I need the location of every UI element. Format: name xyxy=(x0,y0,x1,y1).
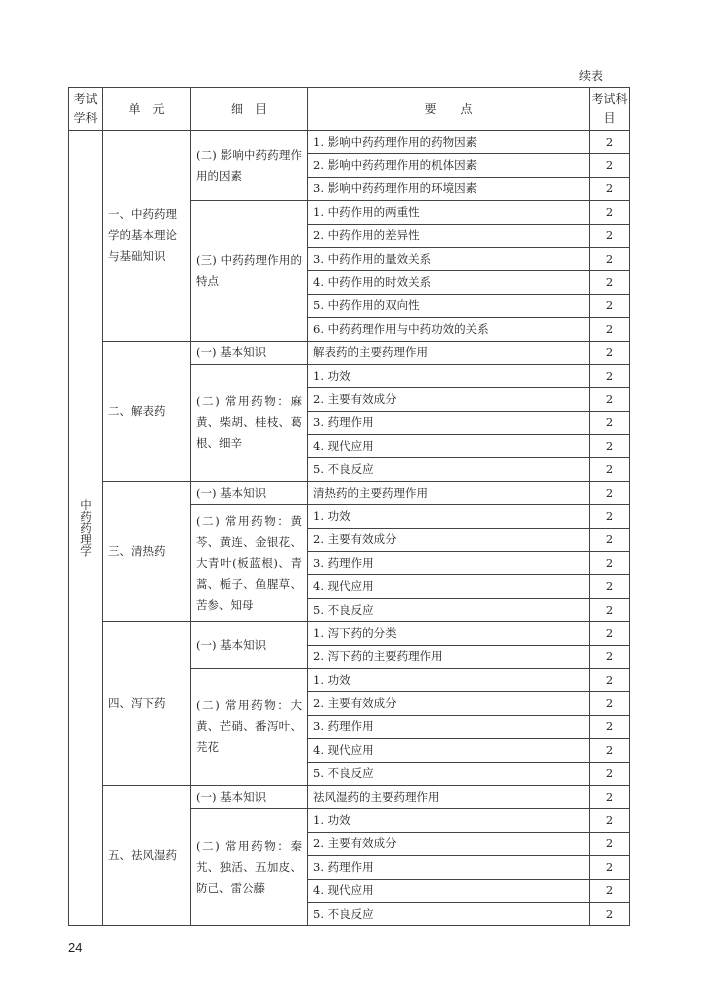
point-cell: 2. 影响中药药理作用的机体因素 xyxy=(308,154,590,177)
point-cell: 4. 现代应用 xyxy=(308,879,590,902)
point-cell: 3. 影响中药药理作用的环境因素 xyxy=(308,177,590,200)
subject-cell: 中药药理学 xyxy=(69,131,103,926)
score-cell: 2 xyxy=(590,318,630,341)
header-subject: 考试学科 xyxy=(69,88,103,131)
point-cell: 解表药的主要药理作用 xyxy=(308,341,590,364)
point-cell: 2. 中药作用的差异性 xyxy=(308,224,590,247)
score-cell: 2 xyxy=(590,879,630,902)
point-cell: 3. 药理作用 xyxy=(308,715,590,738)
score-cell: 2 xyxy=(590,692,630,715)
point-cell: 2. 主要有效成分 xyxy=(308,528,590,551)
score-cell: 2 xyxy=(590,154,630,177)
score-cell: 2 xyxy=(590,598,630,621)
point-cell: 4. 现代应用 xyxy=(308,575,590,598)
header-points: 要 点 xyxy=(308,88,590,131)
table-row xyxy=(69,131,630,154)
unit-cell: 四、泻下药 xyxy=(103,622,191,786)
point-cell: 3. 药理作用 xyxy=(308,552,590,575)
score-cell: 2 xyxy=(590,739,630,762)
score-cell: 2 xyxy=(590,177,630,200)
page-number: 24 xyxy=(68,940,83,955)
point-cell: 1. 功效 xyxy=(308,505,590,528)
table-row xyxy=(69,622,630,645)
point-cell: 5. 不良反应 xyxy=(308,762,590,785)
point-cell: 1. 中药作用的两重性 xyxy=(308,201,590,224)
point-cell: 1. 泻下药的分类 xyxy=(308,622,590,645)
point-cell: 2. 泻下药的主要药理作用 xyxy=(308,645,590,668)
unit-cell: 一、中药药理学的基本理论与基础知识 xyxy=(103,131,191,342)
table-row xyxy=(69,481,630,504)
score-cell: 2 xyxy=(590,528,630,551)
point-cell: 清热药的主要药理作用 xyxy=(308,481,590,504)
detail-cell: (二) 常用药物：秦艽、独活、五加皮、防己、雷公藤 xyxy=(191,809,308,926)
point-cell: 4. 中药作用的时效关系 xyxy=(308,271,590,294)
score-cell: 2 xyxy=(590,131,630,154)
detail-cell: (一) 基本知识 xyxy=(191,622,308,669)
score-cell: 2 xyxy=(590,341,630,364)
score-cell: 2 xyxy=(590,224,630,247)
syllabus-table xyxy=(68,87,630,926)
header-detail: 细 目 xyxy=(191,88,308,131)
detail-cell: (二) 常用药物：大黄、芒硝、番泻叶、芫花 xyxy=(191,668,308,785)
score-cell: 2 xyxy=(590,411,630,434)
point-cell: 3. 药理作用 xyxy=(308,856,590,879)
continued-label: 续表 xyxy=(579,69,604,83)
score-cell: 2 xyxy=(590,668,630,691)
point-cell: 4. 现代应用 xyxy=(308,739,590,762)
table-row xyxy=(69,341,630,364)
point-cell: 1. 功效 xyxy=(308,809,590,832)
table-row xyxy=(69,785,630,808)
point-cell: 2. 主要有效成分 xyxy=(308,692,590,715)
header-exam: 考试科目 xyxy=(590,88,630,131)
unit-cell: 五、祛风湿药 xyxy=(103,785,191,925)
detail-cell: (三) 中药药理作用的特点 xyxy=(191,201,308,341)
score-cell: 2 xyxy=(590,481,630,504)
point-cell: 5. 不良反应 xyxy=(308,598,590,621)
point-cell: 1. 影响中药药理作用的药物因素 xyxy=(308,131,590,154)
point-cell: 3. 中药作用的量效关系 xyxy=(308,247,590,270)
point-cell: 2. 主要有效成分 xyxy=(308,832,590,855)
point-cell: 5. 不良反应 xyxy=(308,458,590,481)
score-cell: 2 xyxy=(590,856,630,879)
score-cell: 2 xyxy=(590,645,630,668)
score-cell: 2 xyxy=(590,435,630,458)
score-cell: 2 xyxy=(590,715,630,738)
unit-cell: 三、清热药 xyxy=(103,481,191,621)
score-cell: 2 xyxy=(590,622,630,645)
point-cell: 5. 中药作用的双向性 xyxy=(308,294,590,317)
score-cell: 2 xyxy=(590,458,630,481)
score-cell: 2 xyxy=(590,505,630,528)
table-body xyxy=(69,131,630,926)
detail-cell: (一) 基本知识 xyxy=(191,785,308,808)
score-cell: 2 xyxy=(590,201,630,224)
unit-cell: 二、解表药 xyxy=(103,341,191,481)
score-cell: 2 xyxy=(590,809,630,832)
detail-cell: (二) 影响中药药理作用的因素 xyxy=(191,131,308,201)
table-header xyxy=(69,88,630,131)
detail-cell: (一) 基本知识 xyxy=(191,481,308,504)
score-cell: 2 xyxy=(590,902,630,925)
score-cell: 2 xyxy=(590,785,630,808)
point-cell: 祛风湿药的主要药理作用 xyxy=(308,785,590,808)
score-cell: 2 xyxy=(590,832,630,855)
score-cell: 2 xyxy=(590,364,630,387)
score-cell: 2 xyxy=(590,388,630,411)
score-cell: 2 xyxy=(590,575,630,598)
point-cell: 1. 功效 xyxy=(308,668,590,691)
point-cell: 1. 功效 xyxy=(308,364,590,387)
point-cell: 2. 主要有效成分 xyxy=(308,388,590,411)
detail-cell: (一) 基本知识 xyxy=(191,341,308,364)
score-cell: 2 xyxy=(590,247,630,270)
score-cell: 2 xyxy=(590,552,630,575)
detail-cell: (二) 常用药物：黄芩、黄连、金银花、大青叶(板蓝根)、青蒿、栀子、鱼腥草、苦参、知母 xyxy=(191,505,308,622)
score-cell: 2 xyxy=(590,762,630,785)
point-cell: 5. 不良反应 xyxy=(308,902,590,925)
point-cell: 3. 药理作用 xyxy=(308,411,590,434)
score-cell: 2 xyxy=(590,271,630,294)
detail-cell: (二) 常用药物：麻黄、柴胡、桂枝、葛根、细辛 xyxy=(191,364,308,481)
score-cell: 2 xyxy=(590,294,630,317)
header-unit: 单 元 xyxy=(103,88,191,131)
point-cell: 6. 中药药理作用与中药功效的关系 xyxy=(308,318,590,341)
point-cell: 4. 现代应用 xyxy=(308,435,590,458)
